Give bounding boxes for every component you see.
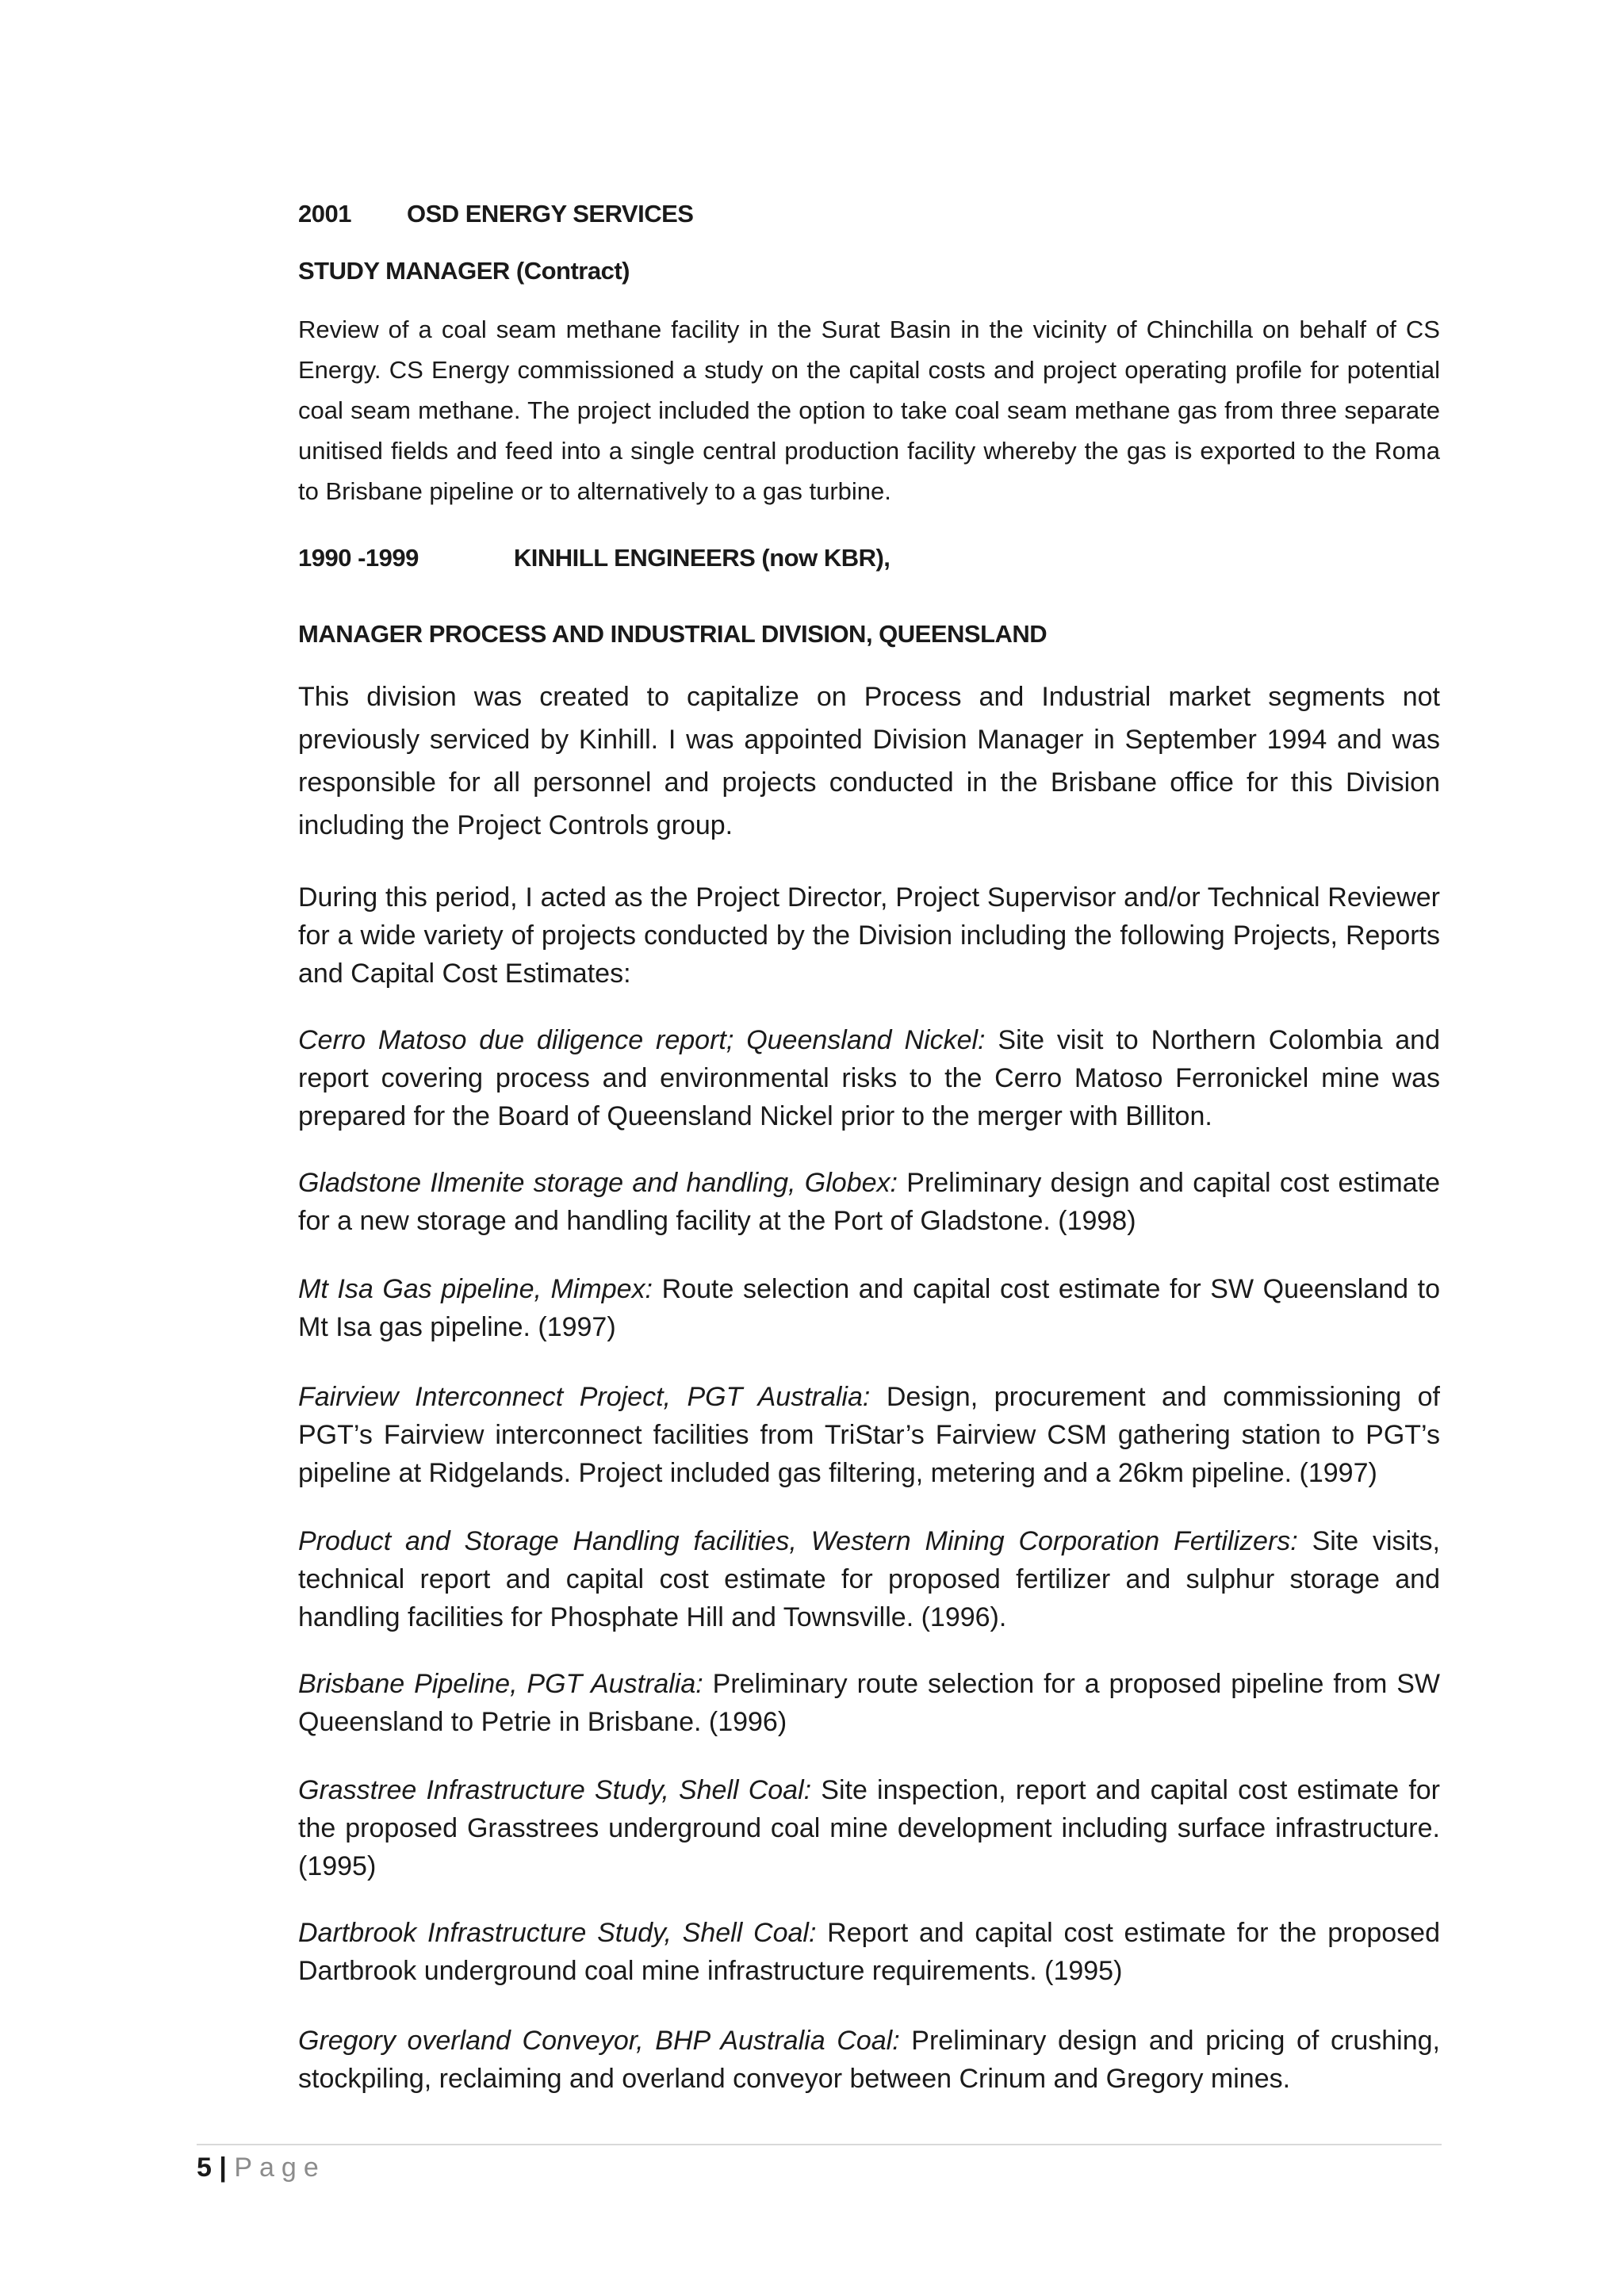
project-title: Grasstree Infrastructure Study, Shell Coal: (298, 1775, 812, 1805)
kinhill-intro: This division was created to capitalize on Process and Industrial market segments not previously serviced by Kinhill. I was appointed Division Manager in September 1994 and was responsible for all personnel and projects conducted in the Brisbane office for this Division including the Project Controls group. (298, 682, 1440, 840)
osd-year: 2001 (298, 200, 351, 228)
page-number: 5 (197, 2152, 212, 2183)
kinhill-role: MANAGER PROCESS AND INDUSTRIAL DIVISION, QUEENSLAND (298, 620, 1048, 648)
project-title: Gladstone Ilmenite storage and handling, Globex: (298, 1168, 898, 1198)
project-text: Design, procurement and commissioning of PGT’s Fairview interconnect facilities from TriStar’s Fairview CSM gathering station to PGT’s pipeline at Ridgelands. Project included gas filtering, metering and a 26km pipeline. (1997) (298, 1382, 1440, 1488)
osd-role: STUDY MANAGER (Contract) (298, 257, 630, 285)
section-heading-kinhill (298, 542, 1440, 574)
osd-description: Review of a coal seam methane facility in the Surat Basin in the vicinity of Chinchilla on behalf of CS Energy. CS Energy commissioned a study on the capital costs and project operating profile for potential coal seam methane. The project included the option to take coal seam methane gas from three separate unitised fields and feed into a single central production facility whereby the gas is exported to the Roma to Brisbane pipeline or to alternatively to a gas turbine. (298, 316, 1440, 505)
project-entry (298, 1164, 1440, 1240)
project-text: Report and capital cost estimate for the proposed Dartbrook underground coal mine infrastructure requirements. (1995) (298, 1918, 1440, 1986)
project-entry (298, 1914, 1440, 1990)
project-entry (298, 1771, 1440, 1885)
project-title: Brisbane Pipeline, PGT Australia: (298, 1669, 703, 1699)
project-text: Preliminary design and pricing of crushing, stockpiling, reclaiming and overland conveyor between Crinum and Gregory mines. (298, 2026, 1440, 2094)
project-title: Product and Storage Handling facilities, Western Mining Corporation Fertilizers: (298, 1526, 1298, 1556)
project-entry (298, 1522, 1440, 1636)
project-text: Site inspection, report and capital cost estimate for the proposed Grasstrees underground coal mine development including surface infrastructure. (1995) (298, 1775, 1440, 1881)
project-title: Gregory overland Conveyor, BHP Australia Coal: (298, 2026, 900, 2056)
project-text: Route selection and capital cost estimate for SW Queensland to Mt Isa gas pipeline. (1997) (298, 1274, 1440, 1342)
kinhill-years: 1990 -1999 (298, 544, 419, 572)
project-entry (298, 1665, 1440, 1741)
project-entry (298, 2022, 1440, 2098)
footer-divider (197, 2144, 1442, 2145)
footer-separator: | (219, 2152, 227, 2183)
project-text: Preliminary route selection for a proposed pipeline from SW Queensland to Petrie in Brisbane. (1996) (298, 1669, 1440, 1737)
osd-company: OSD ENERGY SERVICES (406, 200, 694, 228)
project-text: Site visit to Northern Colombia and report covering process and environmental risks to the Cerro Matoso Ferronickel mine was prepared for the Board of Queensland Nickel prior to the merger with Billiton. (298, 1025, 1440, 1131)
section-heading-osd (298, 198, 1440, 230)
kinhill-period: During this period, I acted as the Project Director, Project Supervisor and/or Technical Reviewer for a wide variety of projects conducted by the Division including the following Projects, Reports and Capital Cost Estimates: (298, 882, 1440, 989)
kinhill-company: KINHILL ENGINEERS (now KBR), (513, 544, 891, 572)
project-title: Mt Isa Gas pipeline, Mimpex: (298, 1274, 653, 1304)
project-title: Dartbrook Infrastructure Study, Shell Coal: (298, 1918, 817, 1948)
project-entry (298, 1021, 1440, 1135)
project-text: Preliminary design and capital cost estimate for a new storage and handling facility at the Port of Gladstone. (1998) (298, 1168, 1440, 1236)
project-text: Site visits, technical report and capital cost estimate for proposed fertilizer and sulphur storage and handling facilities for Phosphate Hill and Townsville. (1996). (298, 1526, 1440, 1632)
page-label: Page (234, 2152, 326, 2183)
project-title: Cerro Matoso due diligence report; Queensland Nickel: (298, 1025, 986, 1055)
project-entry (298, 1378, 1440, 1492)
page-footer (197, 2150, 326, 2185)
project-entry (298, 1270, 1440, 1346)
project-title: Fairview Interconnect Project, PGT Australia: (298, 1382, 871, 1412)
